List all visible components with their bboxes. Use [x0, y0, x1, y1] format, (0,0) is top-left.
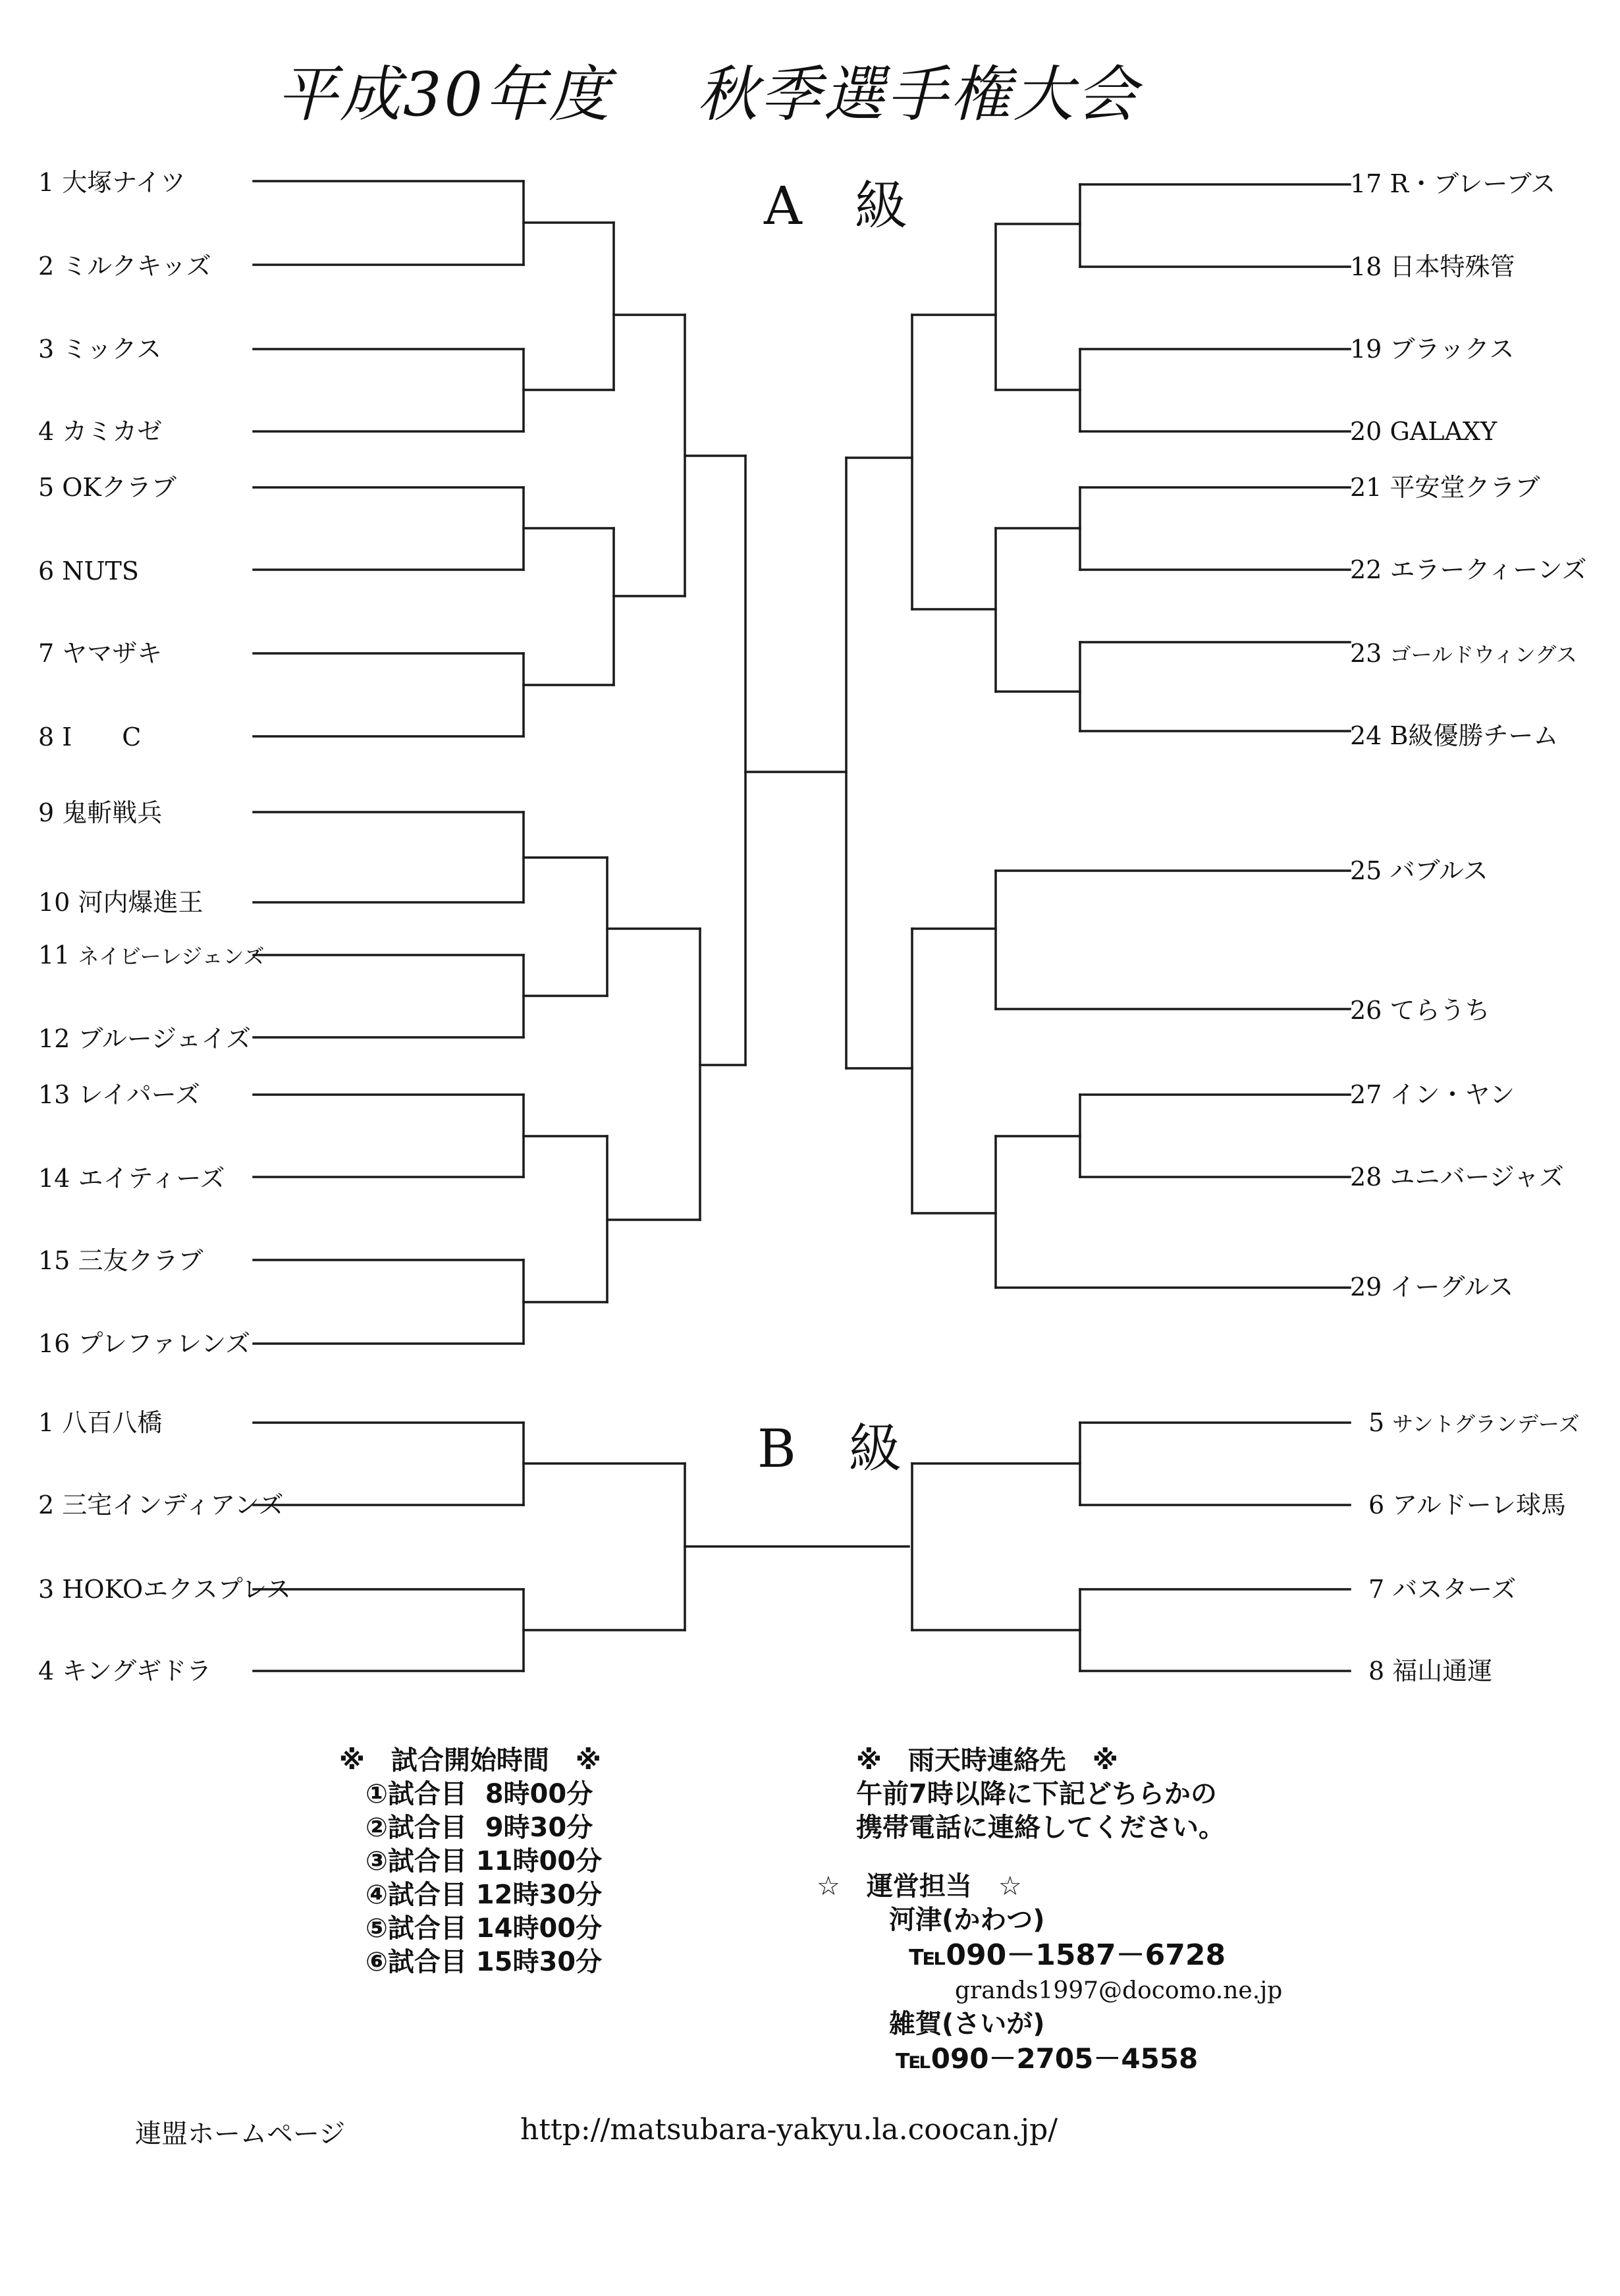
team-b-3: 3 HOKOエクスプレス [38, 1575, 292, 1604]
schedule-block [339, 1744, 602, 1979]
person1-tel: ℡090－1587－6728 [909, 1938, 1226, 1972]
homepage-url[interactable]: http://matsubara-yakyu.la.coocan.jp/ [520, 2113, 1058, 2146]
schedule-row: ⑤試合目 14時00分 [365, 1913, 603, 1944]
bracket-a-right [846, 184, 1350, 1288]
staff-heading: ☆ 運営担当 ☆ [817, 1871, 1022, 1901]
team-a-13: 13 レイパーズ [38, 1080, 200, 1109]
team-a-19: 19 ブラックス [1350, 335, 1515, 364]
rain-heading: ※ 雨天時連絡先 ※ [856, 1745, 1118, 1776]
team-a-15: 15 三友クラブ [38, 1246, 203, 1275]
team-a-11: 11 ネイビーレジェンズ [38, 941, 265, 970]
team-b-1: 1 八百八橋 [38, 1408, 163, 1437]
team-a-4: 4 カミカゼ [38, 417, 163, 446]
schedule-heading: ※ 試合開始時間 ※ [339, 1745, 601, 1776]
team-a-5: 5 OKクラブ [38, 473, 176, 502]
homepage-label: 連盟ホームページ [135, 2119, 346, 2149]
team-a-12: 12 ブルージェイズ [38, 1024, 252, 1053]
person2-tel: ℡090－2705－4558 [896, 2042, 1199, 2075]
schedule-row: ②試合目 9時30分 [365, 1813, 593, 1843]
team-a-17: 17 R・ブレーブス [1350, 169, 1556, 198]
team-b-5: 5 サントグランデーズ [1368, 1408, 1580, 1437]
rain-contact-block [817, 1744, 1283, 2077]
page-title: 平成30年度 秋季選手権大会 [277, 59, 1140, 130]
team-b-2: 2 三宅インディアンズ [38, 1490, 284, 1519]
team-b-8: 8 福山通運 [1368, 1656, 1493, 1685]
team-a-23: 23 ゴールドウィングス [1350, 639, 1577, 668]
schedule-row: ①試合目 8時00分 [365, 1779, 593, 1809]
team-a-29: 29 イーグルス [1350, 1272, 1514, 1301]
team-a-10: 10 河内爆進王 [38, 888, 203, 917]
person1-name: 河津(かわつ) [889, 1905, 1045, 1935]
rain-line-1: 午前7時以降に下記どちらかの [856, 1779, 1217, 1809]
team-a-1: 1 大塚ナイツ [38, 168, 186, 197]
team-b-7: 7 バスターズ [1368, 1575, 1517, 1604]
class-a-label: A 級 [764, 175, 907, 236]
person1-email: grands1997@docomo.ne.jp [955, 1977, 1283, 2004]
team-a-14: 14 エイティーズ [38, 1164, 225, 1193]
team-a-21: 21 平安堂クラブ [1350, 473, 1540, 502]
team-a-26: 26 てらうち [1350, 996, 1490, 1025]
schedule-row: ⑥試合目 15時30分 [365, 1947, 603, 1977]
schedule-row: ③試合目 11時00分 [365, 1846, 603, 1876]
class-b-label: B 級 [757, 1418, 902, 1479]
bracket-b [254, 1423, 1350, 1671]
schedule-row: ④試合目 12時30分 [365, 1880, 603, 1910]
team-a-28: 28 ユニバージャズ [1350, 1162, 1564, 1191]
team-b-6: 6 アルドーレ球馬 [1368, 1490, 1567, 1519]
team-a-8: 8 I C [38, 723, 142, 752]
team-b-4: 4 キングギドラ [38, 1656, 212, 1685]
person2-name: 雑賀(さいが) [889, 2009, 1045, 2039]
team-a-7: 7 ヤマザキ [38, 639, 163, 668]
team-a-27: 27 イン・ヤン [1350, 1080, 1515, 1109]
rain-line-2: 携帯電話に連絡してください。 [856, 1813, 1225, 1843]
team-a-25: 25 バブルス [1350, 856, 1488, 885]
team-a-9: 9 鬼斬戦兵 [38, 798, 163, 827]
team-a-20: 20 GALAXY [1350, 417, 1498, 446]
team-a-18: 18 日本特殊管 [1350, 252, 1515, 281]
team-a-16: 16 プレファレンズ [38, 1329, 251, 1358]
team-a-22: 22 エラークィーンズ [1350, 555, 1587, 584]
team-a-6: 6 NUTS [38, 557, 139, 586]
team-a-2: 2 ミルクキッズ [38, 252, 211, 281]
bracket-a-left [254, 181, 846, 1344]
team-a-24: 24 B級優勝チーム [1350, 721, 1559, 750]
team-a-3: 3 ミックス [38, 335, 162, 364]
